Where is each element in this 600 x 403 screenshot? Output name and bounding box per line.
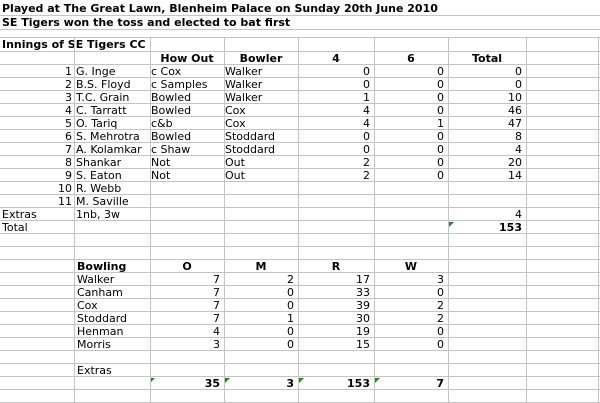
runs: 33 [356, 286, 370, 299]
sixes: 0 [437, 65, 444, 78]
how-out: Bowled [151, 104, 192, 117]
bowler: Cox [225, 104, 246, 117]
bowler: Walker [225, 65, 263, 78]
batter-number: 11 [58, 195, 72, 208]
overs-total: 35 [204, 377, 220, 390]
bowler-name: Henman [77, 325, 124, 338]
batter-number: 9 [65, 169, 72, 182]
runs: 39 [356, 299, 370, 312]
grid-col-line [374, 37, 375, 403]
how-out: c&b [151, 117, 173, 130]
bowler-header: Bowler [239, 52, 283, 65]
runs-total: 14 [508, 169, 522, 182]
overs-header: O [182, 260, 192, 273]
grid-row-line [0, 285, 600, 286]
overs: 7 [213, 299, 220, 312]
overs: 4 [213, 325, 220, 338]
sixes: 0 [437, 143, 444, 156]
bowler: Stoddard [225, 130, 276, 143]
batter-name: S. Eaton [76, 169, 122, 182]
runs-total: 47 [508, 117, 522, 130]
maidens: 0 [287, 338, 294, 351]
fours: 0 [363, 78, 370, 91]
bowling-header: Bowling [77, 260, 127, 273]
maidens: 2 [287, 273, 294, 286]
batter-name: M. Saville [76, 195, 129, 208]
maidens-header: M [255, 260, 267, 273]
bowler: Walker [225, 78, 263, 91]
grid-row-line [0, 116, 600, 117]
batter-name: A. Kolamkar [76, 143, 142, 156]
grid-row-line [0, 129, 600, 130]
batter-name: S. Mehrotra [76, 130, 140, 143]
batter-number: 5 [65, 117, 72, 130]
bowler: Walker [225, 91, 263, 104]
how-out-header: How Out [160, 52, 214, 65]
how-out: c Samples [151, 78, 208, 91]
grid-col-line [298, 37, 299, 403]
grid-row-line [0, 376, 600, 377]
sixes: 0 [437, 104, 444, 117]
grid-row-line [0, 64, 600, 65]
grid-row-line [0, 142, 600, 143]
grid-row-line [0, 350, 600, 351]
batter-number: 6 [65, 130, 72, 143]
toss-result-line: SE Tigers won the toss and elected to bat first [2, 16, 291, 29]
batter-name: O. Tariq [76, 117, 118, 130]
bowler: Out [225, 169, 245, 182]
sixes-header: 6 [407, 52, 415, 65]
grid-row-line [0, 15, 600, 16]
grid-row-line [0, 233, 600, 234]
sixes: 0 [437, 91, 444, 104]
wickets: 0 [437, 338, 444, 351]
batter-name: R. Webb [76, 182, 122, 195]
runs-total: 153 [347, 377, 370, 390]
sixes: 1 [437, 117, 444, 130]
batter-name: C. Tarratt [76, 104, 127, 117]
fours: 0 [363, 130, 370, 143]
total-label: Total [2, 221, 28, 234]
wickets: 2 [437, 312, 444, 325]
bowler-name: Canham [77, 286, 123, 299]
grid-row-line [0, 246, 600, 247]
extras-label: Extras [2, 208, 37, 221]
grid-row-line [0, 29, 600, 30]
wickets: 2 [437, 299, 444, 312]
wickets: 3 [437, 273, 444, 286]
batter-number: 1 [65, 65, 72, 78]
sixes: 0 [437, 169, 444, 182]
grid-row-line [0, 220, 600, 221]
maidens: 1 [287, 312, 294, 325]
grid-col-line [448, 37, 449, 403]
bowler-name: Stoddard [77, 312, 128, 325]
grid-row-line [0, 337, 600, 338]
grid-row-line [0, 37, 600, 38]
runs: 17 [356, 273, 370, 286]
overs: 7 [213, 312, 220, 325]
runs: 15 [356, 338, 370, 351]
grid-col-line [598, 37, 599, 403]
grid-col-line [224, 37, 225, 403]
grid-row-line [0, 324, 600, 325]
runs: 30 [356, 312, 370, 325]
sixes: 0 [437, 78, 444, 91]
grid-col-line [526, 37, 527, 403]
batter-name: Shankar [76, 156, 122, 169]
grid-row-line [0, 103, 600, 104]
grid-row-line [0, 311, 600, 312]
how-out: c Shaw [151, 143, 191, 156]
how-out: Not [151, 156, 171, 169]
bowler-name: Morris [77, 338, 111, 351]
maidens-total: 3 [286, 377, 294, 390]
overs: 3 [213, 338, 220, 351]
total-header: Total [471, 52, 503, 65]
batter-name: T.C. Grain [76, 91, 130, 104]
maidens: 0 [287, 299, 294, 312]
fours: 2 [363, 156, 370, 169]
grid-col-line [150, 37, 151, 403]
extras-value: 4 [515, 208, 522, 221]
runs-total: 8 [515, 130, 522, 143]
wickets-total: 7 [436, 377, 444, 390]
bowler-name: Cox [77, 299, 98, 312]
fours: 2 [363, 169, 370, 182]
batter-name: B.S. Floyd [76, 78, 131, 91]
fours-header: 4 [332, 52, 340, 65]
grid-row-line [0, 298, 600, 299]
sixes: 0 [437, 130, 444, 143]
maidens: 0 [287, 286, 294, 299]
innings-title: Innings of SE Tigers CC [2, 38, 146, 51]
how-out: Bowled [151, 91, 192, 104]
batter-number: 3 [65, 91, 72, 104]
grid-row-line [0, 363, 600, 364]
fours: 4 [363, 117, 370, 130]
fours: 0 [363, 143, 370, 156]
grid-row-line [0, 272, 600, 273]
grid-row-line [0, 194, 600, 195]
overs: 7 [213, 286, 220, 299]
grid-row-line [0, 51, 600, 52]
grid-row-line [0, 207, 600, 208]
wickets: 0 [437, 325, 444, 338]
fours: 0 [363, 65, 370, 78]
batter-number: 2 [65, 78, 72, 91]
overs: 7 [213, 273, 220, 286]
runs-total: 0 [515, 65, 522, 78]
runs: 19 [356, 325, 370, 338]
bowler: Out [225, 156, 245, 169]
how-out: Not [151, 169, 171, 182]
grid-row-line [0, 259, 600, 260]
maidens: 0 [287, 325, 294, 338]
bowler: Cox [225, 117, 246, 130]
batter-number: 8 [65, 156, 72, 169]
how-out: c Cox [151, 65, 182, 78]
runs-total: 46 [508, 104, 522, 117]
sixes: 0 [437, 156, 444, 169]
grid-row-line [0, 77, 600, 78]
bowler: Stoddard [225, 143, 276, 156]
runs-total: 4 [515, 143, 522, 156]
grid-row-line [0, 168, 600, 169]
batter-name: G. Inge [76, 65, 116, 78]
extras-detail: 1nb, 3w [76, 208, 120, 221]
batter-number: 10 [58, 182, 72, 195]
wickets: 0 [437, 286, 444, 299]
bowling-extras-label: Extras [77, 364, 112, 377]
total-value: 153 [499, 221, 522, 234]
wickets-header: W [404, 260, 418, 273]
grid-row-line [0, 155, 600, 156]
match-venue-line: Played at The Great Lawn, Blenheim Palace on Sunday 20th June 2010 [2, 2, 438, 15]
how-out: Bowled [151, 130, 192, 143]
runs-header: R [331, 260, 341, 273]
bowler-name: Walker [77, 273, 115, 286]
runs-total: 20 [508, 156, 522, 169]
grid-row-line [0, 389, 600, 390]
grid-col-line [74, 37, 75, 403]
fours: 4 [363, 104, 370, 117]
runs-total: 10 [508, 91, 522, 104]
grid-row-line [0, 90, 600, 91]
batter-number: 4 [65, 104, 72, 117]
runs-total: 0 [515, 78, 522, 91]
fours: 1 [363, 91, 370, 104]
grid-row-line [0, 181, 600, 182]
batter-number: 7 [65, 143, 72, 156]
